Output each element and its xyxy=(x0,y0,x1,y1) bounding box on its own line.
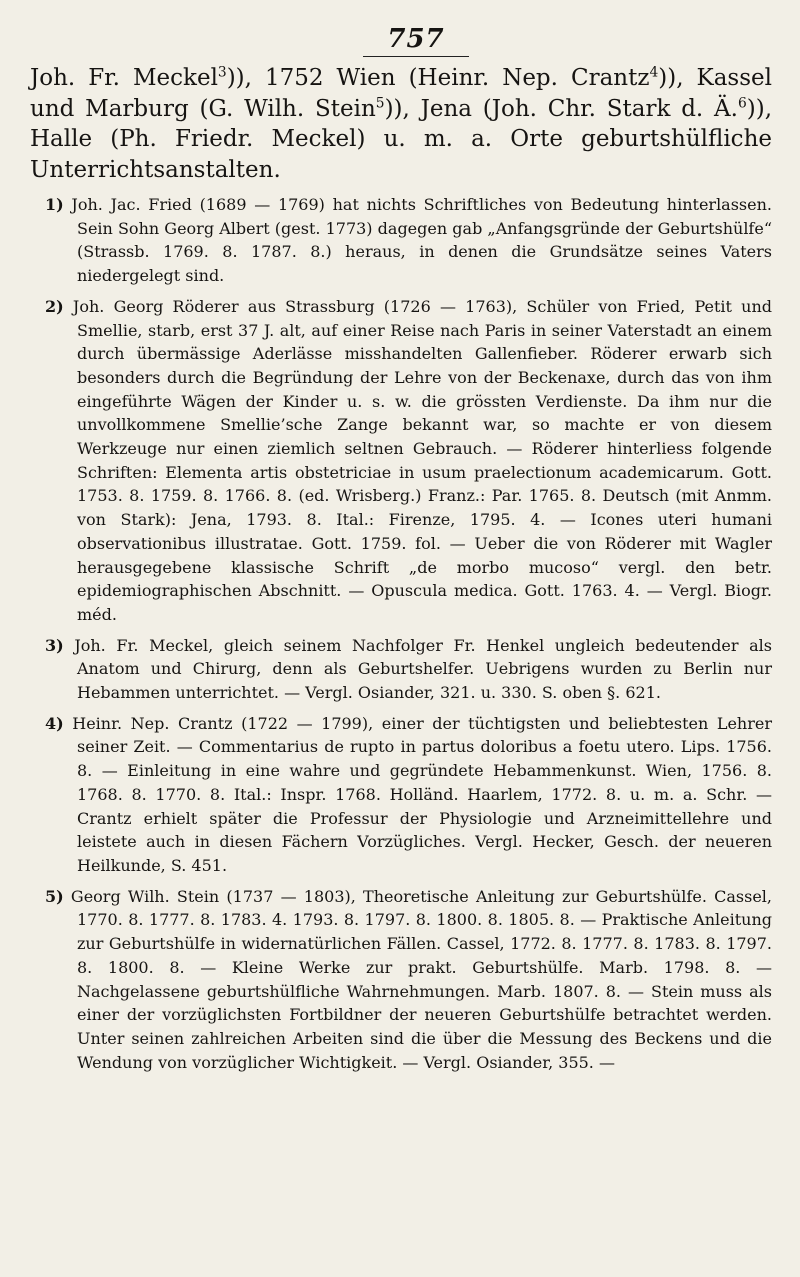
footnote-ref-6[interactable]: 6 xyxy=(737,94,747,111)
footnote-ref-5[interactable]: 5 xyxy=(375,94,385,111)
footnote-text: Joh. Georg Röderer aus Strassburg (1726 — 1763), Schüler von Fried, Petit und Smellie, starb, erst 37 J. alt, auf einer Reise nach Paris in seiner Vaterstadt an einem durch übermässige Aderlässe misshandelten Gallenfieber. Röderer erwarb sich besonders durch die Begründung der Lehre von der Beckenaxe, durch das von ihm eingeführte Wägen der Kinder u. s. w. die grössten Verdienste. Da ihm nur die unvollkommene Smellie’sche Zange bekannt war, so machte er von diesem Werkzeuge nur einen ziemlich seltnen Gebrauch. — Röderer hinterliess folgende Schriften: Elementa artis obstetriciae in usum praelectionum academicarum. Gott. 1753. 8. 1759. 8. 1766. 8. (ed. Wrisberg.) Franz.: Par. 1765. 8. Deutsch (mit Anmm. von Stark): Jena, 1793. 8. Ital.: Firenze, 1795. 4. — Icones uteri humani observationibus illustratae. Gott. 1759. fol. — Ueber die von Röderer mit Wagler herausgegebene klassische Schrift „de morbo mucoso“ vergl. den betr. epidemiographischen Abschnitt. — Opuscula medica. Gott. 1763. 4. — Vergl. Biogr. méd. xyxy=(72,296,772,624)
footnote-2 xyxy=(30,295,772,627)
footnote-1 xyxy=(30,193,772,288)
footnote-4 xyxy=(30,712,772,878)
footnote-5 xyxy=(30,885,772,1075)
footnote-text: Joh. Fr. Meckel, gleich seinem Nachfolger Fr. Henkel ungleich bedeutender als Anatom und Chirurg, denn als Geburtshelfer. Uebrigens wurden zu Berlin nur Hebammen unterrichtet. — Vergl. Osiander, 321. u. 330. S. oben §. 621. xyxy=(74,635,773,703)
footnote-text: Heinr. Nep. Crantz (1722 — 1799), einer der tüchtigsten und beliebtesten Lehrer seiner Zeit. — Commentarius de rupto in partus doloribus a foetu utero. Lips. 1756. 8. — Einleitung in eine wahre und gegründete Hebammenkunst. Wien, 1756. 8. 1768. 8. 1770. 8. Ital.: Inspr. 1768. Holländ. Haarlem, 1772. 8. u. m. a. Schr. — Crantz erhielt später die Professur der Physiologie und Arzneimittellehre und leistete auch in diesen Fächern Vorzügliches. Vergl. Hecker, Gesch. der neueren Heilkunde, S. 451. xyxy=(72,713,772,875)
page-number: 757 xyxy=(30,24,772,57)
footnote-number: 3) xyxy=(45,635,64,655)
main-paragraph: Joh. Fr. Meckel$^3$)), 1752 Wien (Heinr. Nep. Crantz$^4$)), Kassel und Marburg (G. Wilh. Stein$^5$)), Jena (Joh. Chr. Stark d. Ä.$^6$)), Halle (Ph. Friedr. Meckel) u. m. a. Orte geburtshülfliche Unterrichtsanstalten. xyxy=(30,64,773,183)
footnote-3 xyxy=(30,634,772,705)
footnote-number: 2) xyxy=(45,296,64,316)
footnote-number: 1) xyxy=(45,195,64,214)
footnote-ref-4[interactable]: 4 xyxy=(649,64,659,81)
footnote-text: Georg Wilh. Stein (1737 — 1803), Theoretische Anleitung zur Geburtshülfe. Cassel, 1770. 8. 1777. 8. 1783. 4. 1793. 8. 1797. 8. 1800. 8. 1805. 8. — Praktische Anleitung zur Geburtshülfe in widernatürlichen Fällen. Cassel, 1772. 8. 1777. 8. 1783. 8. 1797. 8. 1800. 8. — Kleine Werke zur prakt. Geburtshülfe. Marb. 1798. 8. — Nachgelassene geburtshülfliche Wahrnehmungen. Marb. 1807. 8. — Stein muss als einer der vorzüglichsten Fortbildner der neueren Geburtshülfe betrachtet werden. Unter seinen zahlreichen Arbeiten sind die über die Messung des Beckens und die Wendung von vorzüglicher Wichtigkeit. — Vergl. Osiander, 355. — xyxy=(70,886,772,1072)
footnote-ref-3[interactable]: 3 xyxy=(217,64,227,81)
footnote-number: 5) xyxy=(45,886,64,906)
footnote-number: 4) xyxy=(45,713,64,733)
footnote-text: Joh. Jac. Fried (1689 — 1769) hat nichts Schriftliches von Bedeutung hinterlassen. Sein Sohn Georg Albert (gest. 1773) dagegen gab „Anfangsgründe der Geburtshülfe“ (Strassb. 1769. 8. 1787. 8.) heraus, in denen die Grundsätze seines Vaters niedergelegt sind. xyxy=(71,195,773,286)
